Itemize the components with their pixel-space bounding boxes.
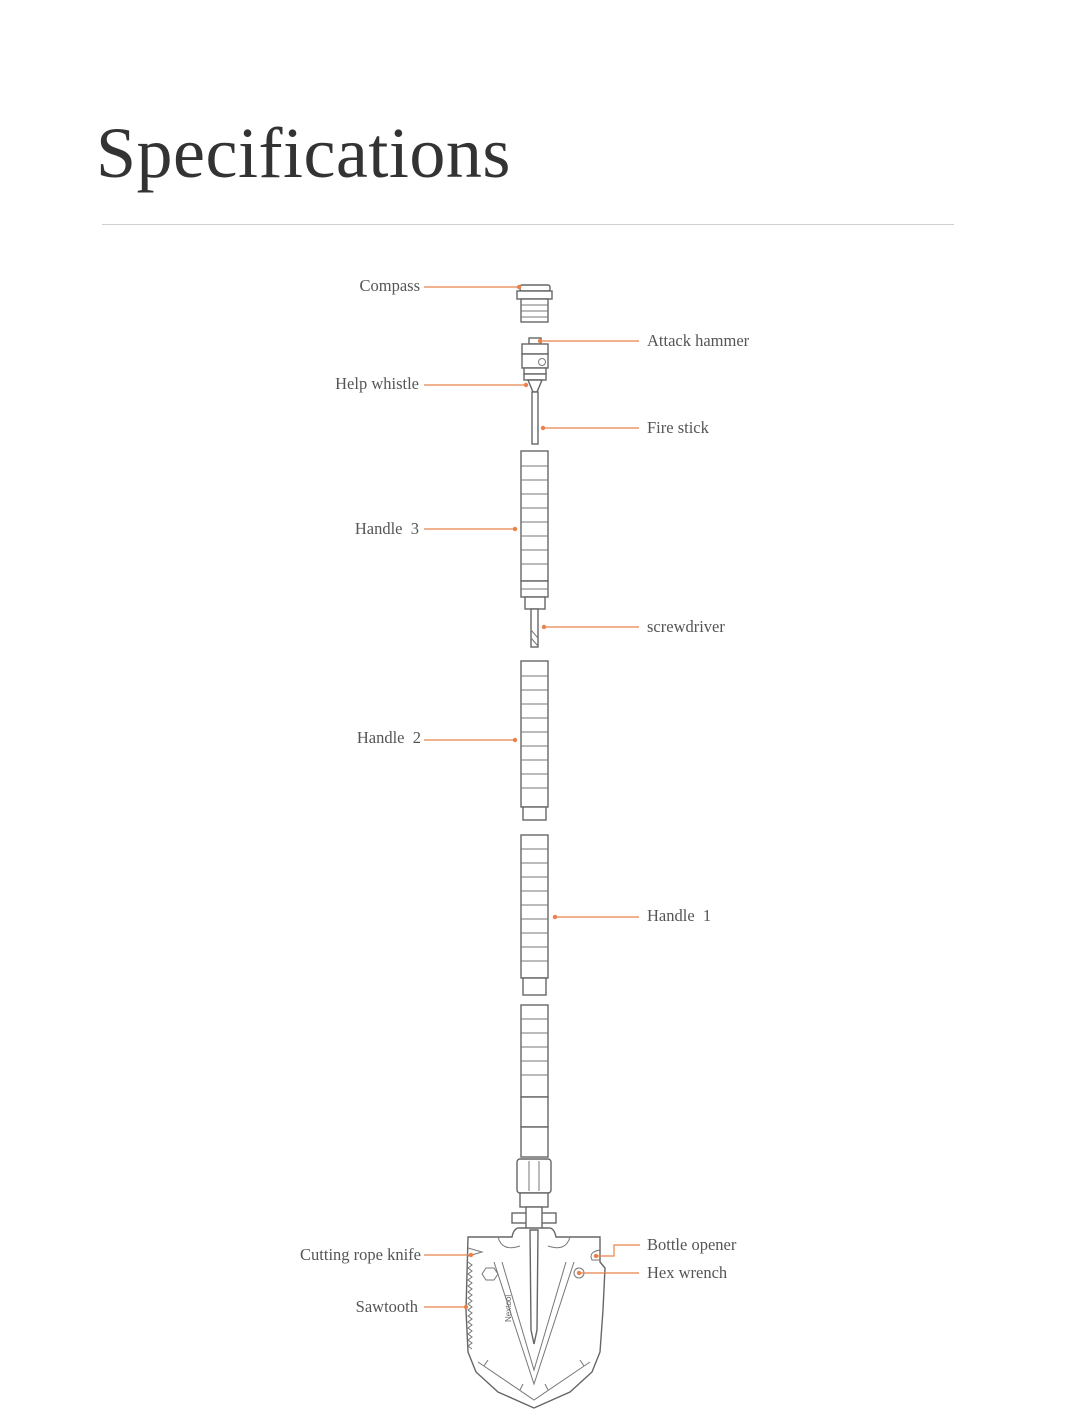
- callout-handle-2: [357, 728, 517, 747]
- callout-cutting-rope-knife: [300, 1245, 473, 1264]
- callout-label-cutting-rope-knife: Cutting rope knife: [300, 1245, 421, 1264]
- callout-help-whistle: [335, 374, 528, 393]
- callout-attack-hammer: [538, 331, 750, 350]
- shovel-blade-part: [466, 1228, 605, 1408]
- base-handle-part: [512, 1005, 556, 1231]
- callout-label-help-whistle: Help whistle: [335, 374, 419, 393]
- handle-3-part: [521, 451, 548, 647]
- callout-label-handle-1: Handle 1: [647, 906, 712, 925]
- blade-brand-text: Nextool: [504, 1294, 513, 1322]
- callout-label-attack-hammer: Attack hammer: [647, 331, 750, 350]
- compass-part: [517, 285, 552, 322]
- handle-1-part: [521, 835, 548, 995]
- callout-label-handle-2: Handle 2: [356, 728, 421, 747]
- callout-compass: [359, 276, 521, 295]
- callout-label-handle-3: Handle 3: [354, 519, 419, 538]
- callout-label-fire-stick: Fire stick: [647, 418, 709, 437]
- callout-label-sawtooth: Sawtooth: [355, 1297, 418, 1316]
- callout-label-bottle-opener: Bottle opener: [647, 1235, 737, 1254]
- callout-handle-3: [355, 519, 517, 538]
- callout-bottle-opener: [594, 1235, 737, 1258]
- callout-screwdriver: [542, 617, 726, 636]
- handle-2-part: [521, 661, 548, 820]
- callout-label-compass: Compass: [359, 276, 420, 295]
- callout-label-screwdriver: screwdriver: [647, 617, 725, 636]
- callout-sawtooth: [356, 1297, 469, 1316]
- page-title: Specifications: [96, 113, 511, 193]
- callout-handle-1: [553, 906, 711, 925]
- callout-fire-stick: [541, 418, 710, 437]
- callout-label-hex-wrench: Hex wrench: [647, 1263, 728, 1282]
